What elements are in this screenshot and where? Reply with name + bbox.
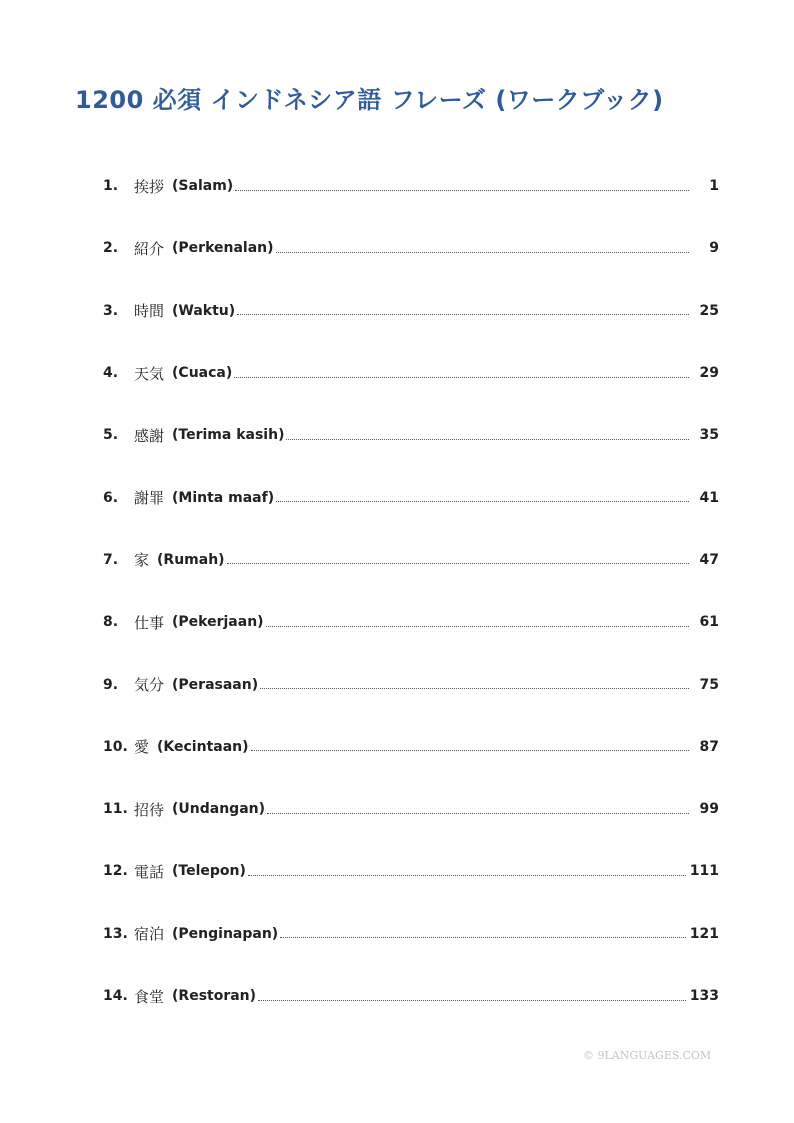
toc-page-number: 75	[699, 676, 719, 693]
toc-page-number: 121	[689, 925, 719, 942]
toc-number: 10.	[103, 738, 128, 755]
toc-indonesian-title: (Waktu)	[172, 302, 236, 319]
toc-japanese-title: 時間	[134, 302, 165, 321]
dot-leader	[235, 190, 689, 191]
toc-indonesian-title: (Pekerjaan)	[172, 614, 264, 631]
toc-page-number: 25	[699, 302, 719, 319]
toc-indonesian-title: (Salam)	[172, 178, 234, 195]
toc-page-number: 1	[709, 178, 719, 195]
toc-page-number: 35	[699, 427, 719, 444]
toc-indonesian-title: (Restoran)	[172, 988, 257, 1004]
dot-leader	[227, 563, 689, 564]
toc-japanese-title: 天気	[134, 364, 165, 383]
dot-leader	[267, 813, 689, 814]
toc-entry-14[interactable]	[103, 965, 719, 1027]
dot-leader	[248, 875, 686, 876]
toc-japanese-title: 宿泊	[134, 925, 165, 944]
table-of-contents	[103, 155, 719, 1027]
toc-number: 11.	[103, 801, 128, 818]
toc-number: 12.	[103, 863, 128, 880]
toc-japanese-title: 仕事	[134, 613, 165, 632]
toc-page-number: 87	[699, 738, 719, 755]
dot-leader	[258, 1000, 686, 1001]
toc-number: 3.	[103, 302, 119, 319]
toc-number: 2.	[103, 240, 119, 257]
dot-leader	[251, 750, 689, 751]
toc-page-number: 47	[699, 551, 719, 568]
toc-indonesian-title: (Penginapan)	[172, 925, 279, 942]
toc-page-number: 41	[699, 489, 719, 506]
toc-japanese-title: 感謝	[134, 426, 165, 445]
toc-entry-3[interactable]	[103, 280, 719, 342]
dot-leader	[260, 688, 689, 689]
toc-japanese-title: 食堂	[134, 987, 165, 1006]
toc-japanese-title: 家	[134, 551, 150, 570]
toc-entry-6[interactable]	[103, 466, 719, 528]
toc-indonesian-title: (Telepon)	[172, 863, 246, 880]
toc-indonesian-title: (Perkenalan)	[172, 240, 274, 257]
toc-page-number: 61	[699, 614, 719, 631]
toc-japanese-title: 招待	[134, 800, 165, 819]
toc-entry-4[interactable]	[103, 342, 719, 404]
dot-leader	[266, 626, 689, 627]
toc-page-number: 111	[689, 863, 719, 880]
toc-indonesian-title: (Rumah)	[157, 551, 225, 568]
dot-leader	[234, 377, 689, 378]
toc-page-number: 99	[699, 801, 719, 818]
toc-entry-8[interactable]	[103, 591, 719, 653]
dot-leader	[276, 501, 689, 502]
toc-japanese-title: 気分	[134, 676, 165, 695]
toc-entry-2[interactable]	[103, 217, 719, 279]
toc-japanese-title: 謝罪	[134, 489, 165, 508]
toc-entry-12[interactable]	[103, 840, 719, 902]
toc-number: 13.	[103, 925, 128, 942]
toc-page-number: 29	[699, 365, 719, 382]
toc-entry-9[interactable]	[103, 653, 719, 715]
dot-leader	[237, 314, 689, 315]
toc-entry-11[interactable]	[103, 778, 719, 840]
toc-indonesian-title: (Terima kasih)	[172, 427, 285, 444]
toc-entry-1[interactable]	[103, 155, 719, 217]
toc-number: 14.	[103, 988, 128, 1004]
toc-indonesian-title: (Minta maaf)	[172, 489, 275, 506]
toc-number: 4.	[103, 365, 119, 382]
toc-number: 8.	[103, 614, 119, 631]
toc-entry-10[interactable]	[103, 716, 719, 778]
toc-number: 7.	[103, 551, 119, 568]
toc-entry-5[interactable]	[103, 404, 719, 466]
toc-entry-13[interactable]	[103, 903, 719, 965]
dot-leader	[286, 439, 689, 440]
dot-leader	[276, 252, 689, 253]
toc-japanese-title: 愛	[134, 738, 150, 757]
toc-japanese-title: 紹介	[134, 239, 165, 258]
page-title: 1200 必須 インドネシア語 フレーズ (ワークブック)	[75, 86, 664, 114]
toc-indonesian-title: (Kecintaan)	[157, 738, 249, 755]
toc-indonesian-title: (Cuaca)	[172, 365, 233, 382]
toc-page-number: 133	[689, 988, 719, 1004]
toc-number: 1.	[103, 178, 119, 195]
dot-leader	[280, 937, 686, 938]
toc-number: 5.	[103, 427, 119, 444]
toc-entry-7[interactable]	[103, 529, 719, 591]
toc-number: 9.	[103, 676, 119, 693]
toc-japanese-title: 挨拶	[134, 177, 165, 196]
copyright-footer: © 9LANGUAGES.COM	[583, 1049, 712, 1062]
toc-indonesian-title: (Perasaan)	[172, 676, 259, 693]
toc-number: 6.	[103, 489, 119, 506]
toc-japanese-title: 電話	[134, 862, 165, 881]
toc-indonesian-title: (Undangan)	[172, 801, 266, 818]
toc-page-number: 9	[709, 240, 719, 257]
